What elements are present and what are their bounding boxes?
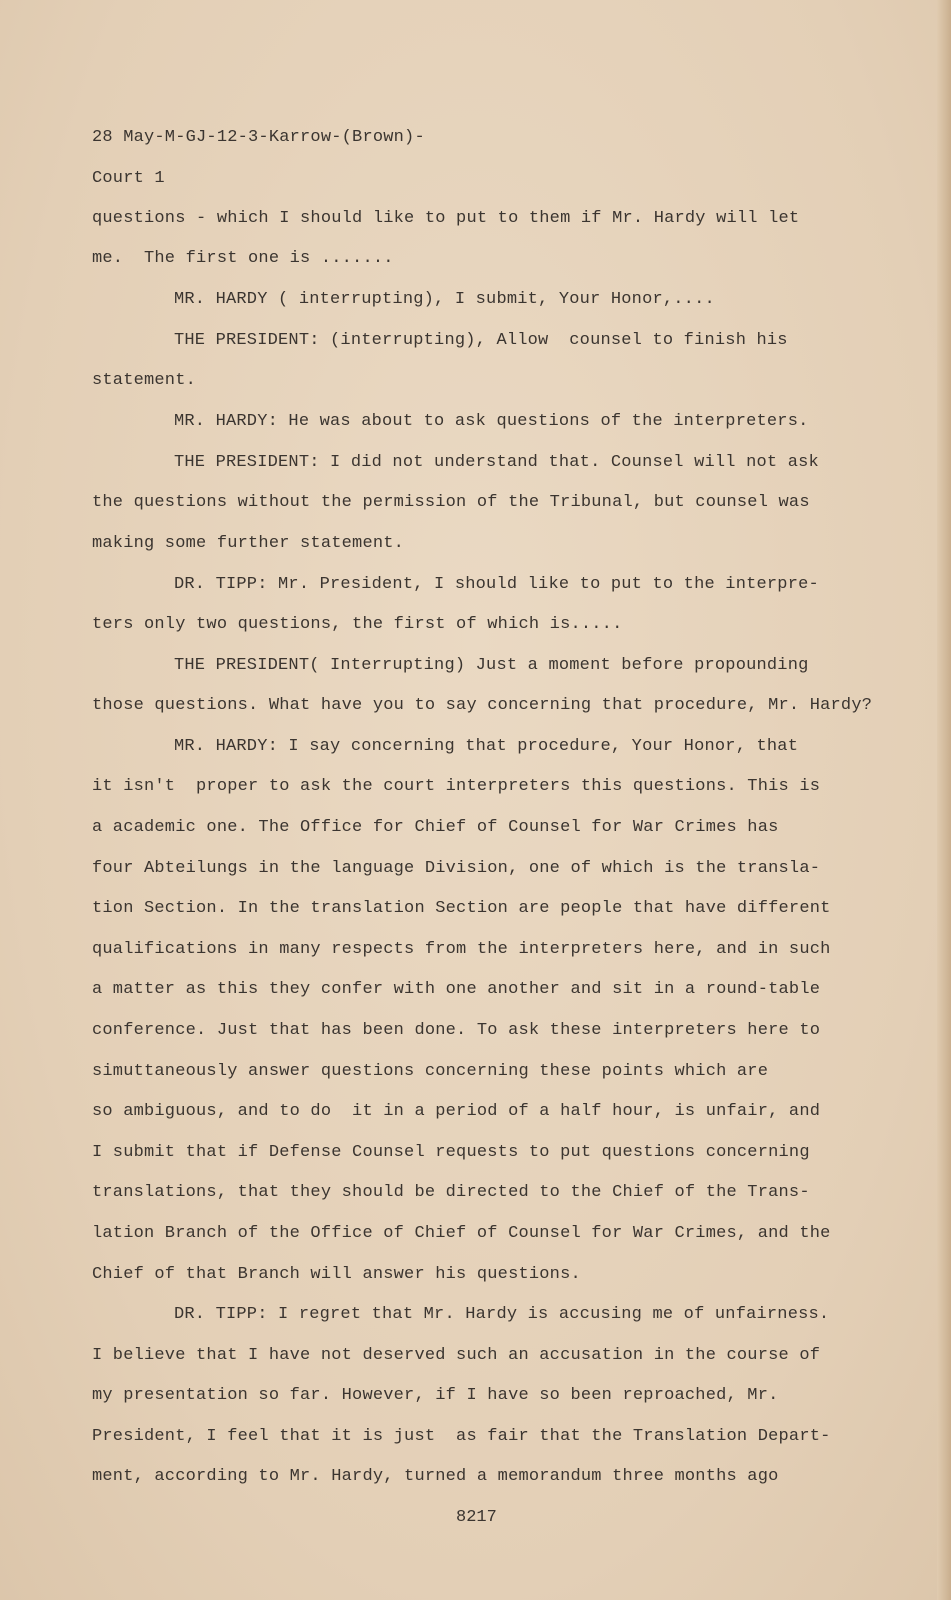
text-line: MR. HARDY ( interrupting), I submit, Your Honor,.... xyxy=(174,290,715,309)
text-line: me. The first one is ....... xyxy=(92,249,394,268)
text-line: President, I feel that it is just as fair that the Translation Depart- xyxy=(92,1427,831,1446)
text-line: simuttaneously answer questions concerning these points which are xyxy=(92,1062,769,1081)
text-line: Chief of that Branch will answer his questions. xyxy=(92,1265,581,1284)
text-line: DR. TIPP: Mr. President, I should like to put to the interpre- xyxy=(174,575,819,594)
text-line: MR. HARDY: He was about to ask questions of the interpreters. xyxy=(174,412,809,431)
header-reference: 28 May-M-GJ-12-3-Karrow-(Brown)- xyxy=(92,128,425,147)
text-line: conference. Just that has been done. To ask these interpreters here to xyxy=(92,1021,821,1040)
text-line: THE PRESIDENT: (interrupting), Allow counsel to finish his xyxy=(174,331,788,350)
text-line: those questions. What have you to say concerning that procedure, Mr. Hardy? xyxy=(92,696,873,715)
text-line: statement. xyxy=(92,371,197,390)
text-line: DR. TIPP: I regret that Mr. Hardy is accusing me of unfairness. xyxy=(174,1305,830,1324)
text-line: lation Branch of the Office of Chief of Counsel for War Crimes, and the xyxy=(92,1224,831,1243)
text-line: THE PRESIDENT( Interrupting) Just a moment before propounding xyxy=(174,656,809,675)
text-line: ters only two questions, the first of which is..... xyxy=(92,615,623,634)
text-line: I believe that I have not deserved such an accusation in the course of xyxy=(92,1346,821,1365)
text-line: four Abteilungs in the language Division, one of which is the transla- xyxy=(92,859,821,878)
text-line: THE PRESIDENT: I did not understand that. Counsel will not ask xyxy=(174,453,819,472)
text-line: the questions without the permission of the Tribunal, but counsel was xyxy=(92,493,810,512)
text-line: MR. HARDY: I say concerning that procedure, Your Honor, that xyxy=(174,737,799,756)
page-number: 8217 xyxy=(456,1508,497,1527)
text-line: a academic one. The Office for Chief of Counsel for War Crimes has xyxy=(92,818,779,837)
text-line: tion Section. In the translation Section are people that have different xyxy=(92,899,831,918)
text-line: making some further statement. xyxy=(92,534,405,553)
text-line: qualifications in many respects from the interpreters here, and in such xyxy=(92,940,831,959)
text-line: I submit that if Defense Counsel requests to put questions concerning xyxy=(92,1143,810,1162)
page-edge xyxy=(937,0,951,1600)
text-line: my presentation so far. However, if I have so been reproached, Mr. xyxy=(92,1386,779,1405)
text-line: translations, that they should be directed to the Chief of the Trans- xyxy=(92,1183,810,1202)
text-line: a matter as this they confer with one another and sit in a round-table xyxy=(92,980,821,999)
text-line: questions - which I should like to put to them if Mr. Hardy will let xyxy=(92,209,800,228)
text-line: so ambiguous, and to do it in a period of a half hour, is unfair, and xyxy=(92,1102,821,1121)
text-line: ment, according to Mr. Hardy, turned a memorandum three months ago xyxy=(92,1467,779,1486)
text-line: it isn't proper to ask the court interpreters this questions. This is xyxy=(92,777,821,796)
court-label: Court 1 xyxy=(92,169,165,188)
